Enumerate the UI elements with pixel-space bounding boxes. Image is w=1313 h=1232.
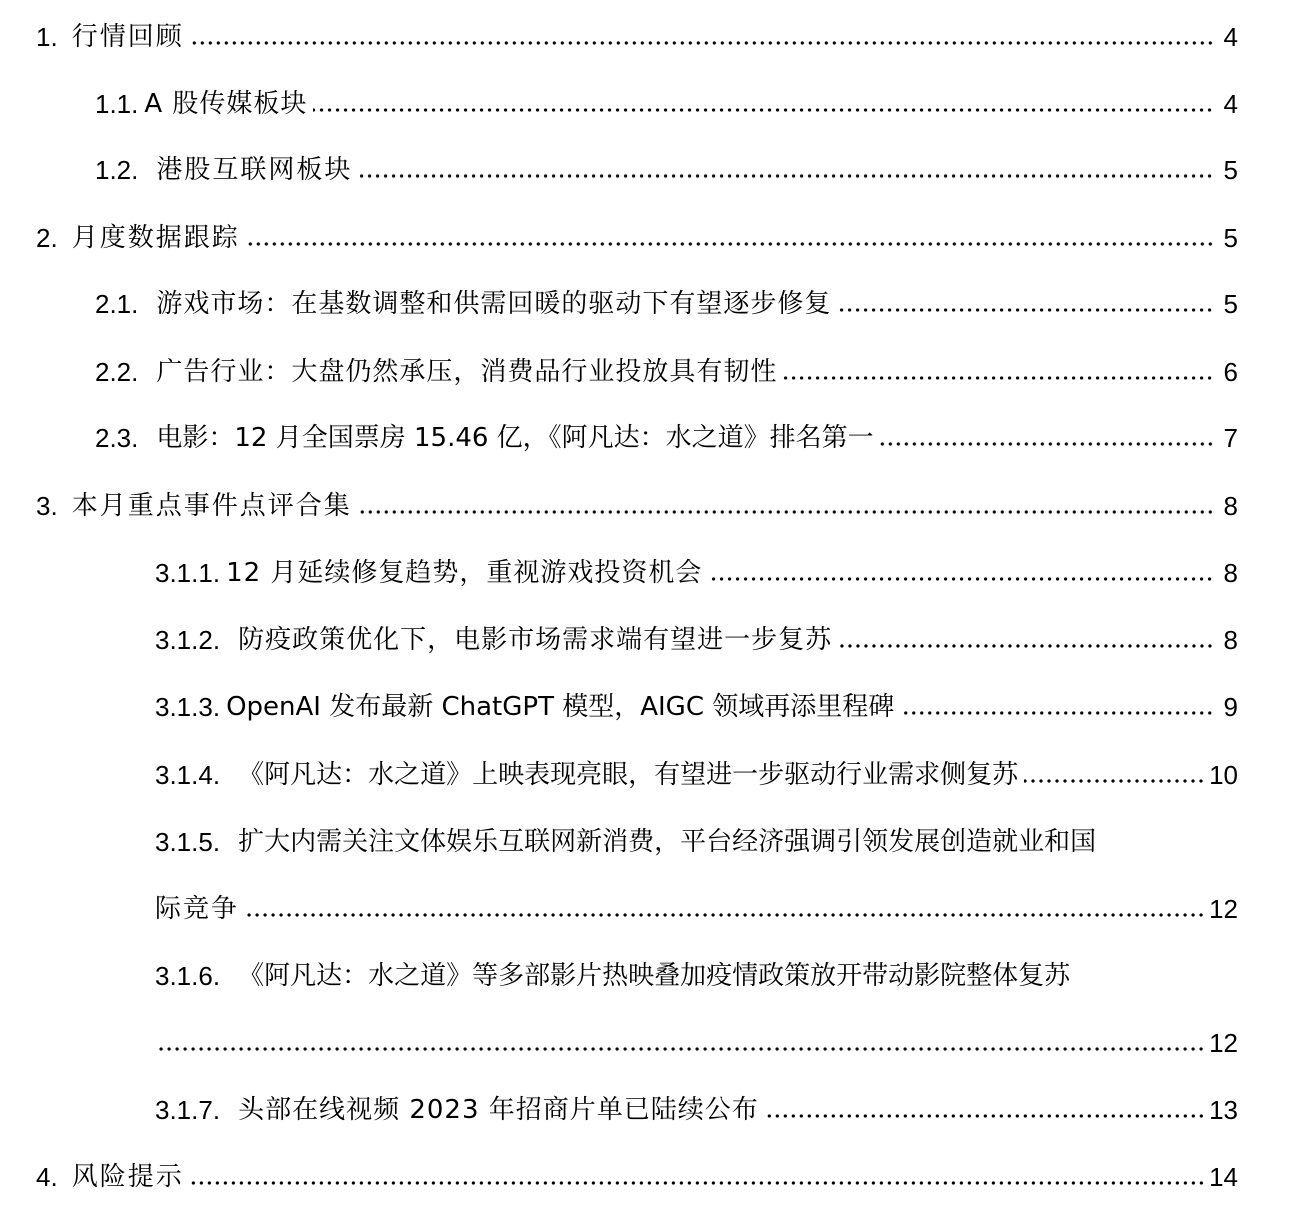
toc-title: 头部在线视频 2023 年招商片单已陆续公布 [238, 1095, 759, 1125]
toc-number: 3.1.3. [155, 692, 221, 722]
dot-leader [313, 108, 1214, 112]
dot-leader [358, 510, 1214, 514]
toc-number: 1.2. [95, 155, 139, 185]
toc-page-number: 12 [1209, 1028, 1238, 1058]
toc-page-number: 7 [1223, 423, 1238, 453]
toc-title: A 股传媒板块 [144, 89, 308, 119]
dot-leader [245, 913, 1205, 917]
toc-title: 广告行业：大盘仍然承压，消费品行业投放具有韧性 [156, 357, 778, 387]
toc-number: 4. [36, 1162, 58, 1192]
toc-title: 月度数据跟踪 [71, 223, 240, 253]
toc-page-number: 10 [1209, 760, 1238, 790]
dot-leader [783, 376, 1214, 380]
toc-title: 防疫政策优化下，电影市场需求端有望进一步复苏 [238, 625, 833, 655]
toc-title: 12 月延续修复趋势，重视游戏投资机会 [226, 558, 703, 588]
toc-number: 3.1.2. [155, 625, 221, 655]
toc-entry-3-1-7[interactable] [0, 1090, 1313, 1130]
toc-entry-3-1-5-continued[interactable] [0, 889, 1313, 929]
toc-entry-2[interactable] [0, 218, 1313, 258]
toc-page-number: 8 [1223, 558, 1238, 588]
toc-title: 本月重点事件点评合集 [71, 491, 352, 521]
toc-title-continued: 际竞争 [155, 894, 240, 924]
dot-leader [838, 644, 1214, 648]
dot-leader [880, 442, 1214, 446]
dot-leader [708, 577, 1214, 581]
dot-leader [900, 711, 1214, 715]
toc-title: 港股互联网板块 [156, 155, 353, 185]
toc-number: 2. [36, 223, 58, 253]
toc-number: 1. [36, 22, 58, 52]
toc-number: 3.1.6. [155, 961, 221, 991]
toc-page-number: 5 [1223, 223, 1238, 253]
dot-leader [246, 242, 1214, 246]
toc-entry-3-1-2[interactable] [0, 620, 1313, 660]
toc-entry-2-3[interactable] [0, 418, 1313, 458]
toc-title: 游戏市场：在基数调整和供需回暖的驱动下有望逐步修复 [156, 289, 832, 319]
toc-page-number: 4 [1223, 22, 1238, 52]
toc-entry-3-1-1[interactable] [0, 553, 1313, 593]
dot-leader [157, 1047, 1205, 1051]
toc-number: 3. [36, 491, 58, 521]
toc-number: 2.1. [95, 289, 139, 319]
toc-number: 3.1.7. [155, 1095, 221, 1125]
toc-number: 3.1.1. [155, 558, 221, 588]
dot-leader [837, 308, 1214, 312]
toc-entry-3-1-5[interactable] [0, 822, 1313, 862]
toc-page-number: 14 [1209, 1162, 1238, 1192]
toc-entry-1[interactable] [0, 17, 1313, 57]
dot-leader [765, 1114, 1205, 1118]
toc-title: 风险提示 [71, 1162, 184, 1192]
toc-entry-4[interactable] [0, 1157, 1313, 1197]
toc-entry-1-2[interactable] [0, 150, 1313, 190]
dot-leader [190, 1181, 1205, 1185]
toc-page-number: 5 [1223, 155, 1238, 185]
toc-number: 2.2. [95, 357, 139, 387]
toc-page-number: 5 [1223, 289, 1238, 319]
toc-entry-3-1-6[interactable] [0, 956, 1313, 996]
dot-leader [1024, 779, 1205, 783]
toc-entry-2-2[interactable] [0, 352, 1313, 392]
toc-number: 3.1.4. [155, 760, 221, 790]
toc-number: 2.3. [95, 423, 139, 453]
toc-title: OpenAI 发布最新 ChatGPT 模型，AIGC 领域再添里程碑 [226, 692, 895, 722]
toc-title: 《阿凡达：水之道》上映表现亮眼，有望进一步驱动行业需求侧复苏 [238, 760, 1019, 790]
toc-page-number: 13 [1209, 1095, 1238, 1125]
toc-page-number: 9 [1223, 692, 1238, 722]
toc-title: 扩大内需关注文体娱乐互联网新消费，平台经济强调引领发展创造就业和国 [238, 827, 1097, 857]
toc-title: 《阿凡达：水之道》等多部影片热映叠加疫情政策放开带动影院整体复苏 [238, 961, 1071, 991]
toc-title: 行情回顾 [71, 22, 184, 52]
toc-page-number: 8 [1223, 625, 1238, 655]
toc-entry-2-1[interactable] [0, 284, 1313, 324]
toc-page-number: 12 [1209, 894, 1238, 924]
toc-page-number: 4 [1223, 89, 1238, 119]
toc-entry-3-1-4[interactable] [0, 755, 1313, 795]
toc-entry-1-1[interactable] [0, 84, 1313, 124]
toc-entry-3[interactable] [0, 486, 1313, 526]
dot-leader [190, 41, 1214, 45]
toc-entry-3-1-6-continued[interactable] [0, 1023, 1313, 1063]
toc-title: 电影：12 月全国票房 15.46 亿，《阿凡达：水之道》排名第一 [156, 423, 874, 453]
toc-number: 1.1. [95, 89, 139, 119]
dot-leader [358, 174, 1214, 178]
toc-number: 3.1.5. [155, 827, 221, 857]
toc-entry-3-1-3[interactable] [0, 687, 1313, 727]
toc-page-number: 8 [1223, 491, 1238, 521]
toc-page-number: 6 [1223, 357, 1238, 387]
